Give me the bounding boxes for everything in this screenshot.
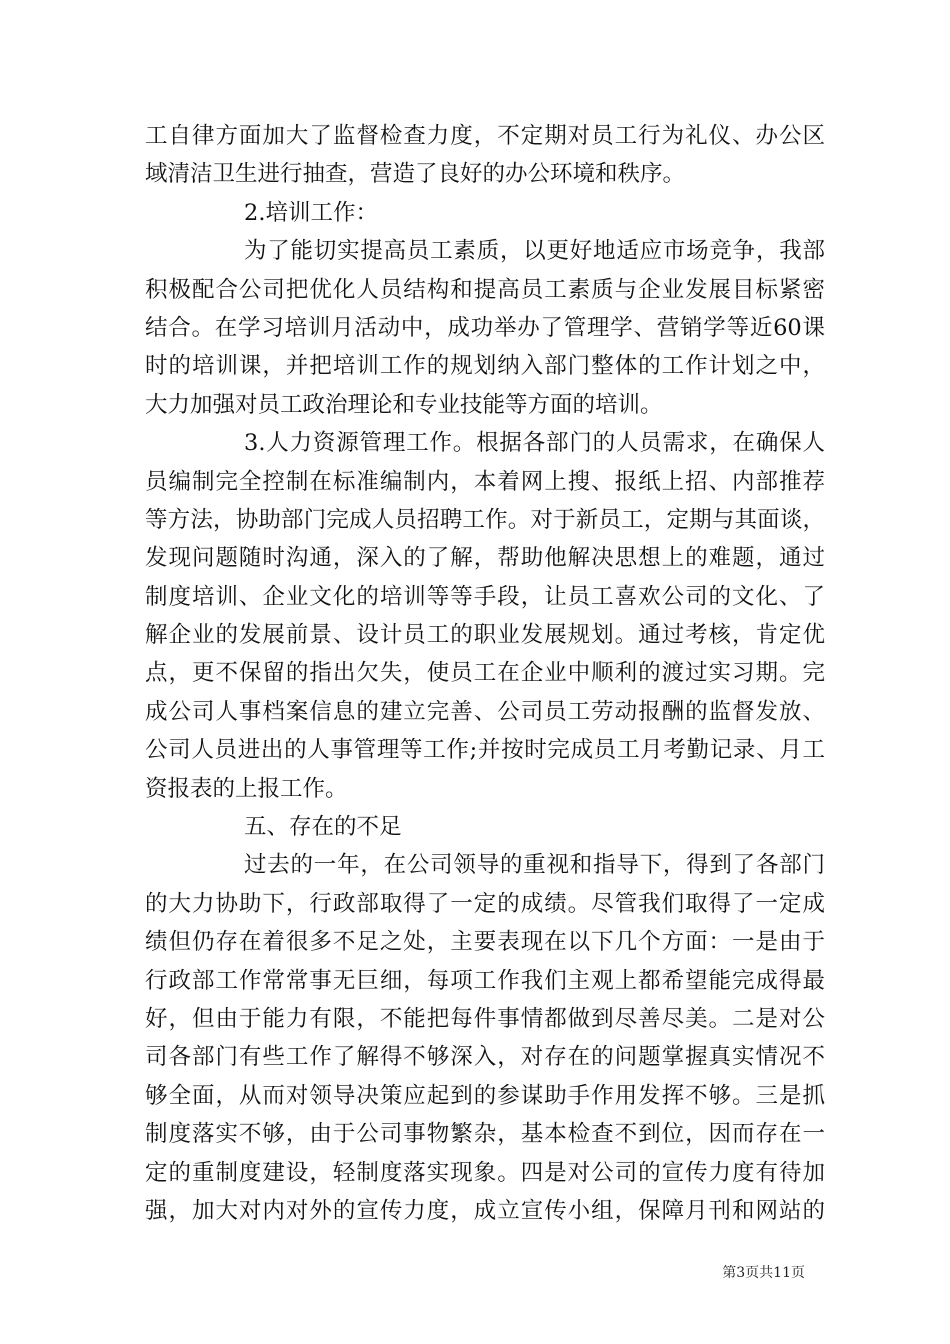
text-line: 结合。在学习培训月活动中，成功举办了管理学、营销学等近60课: [145, 314, 825, 341]
section-heading: 2.培训工作：: [244, 199, 378, 226]
section-heading: 五、存在的不足: [244, 814, 402, 841]
text-line: 成公司人事档案信息的建立完善、公司员工劳动报酬的监督发放、: [145, 698, 825, 725]
text-line: 司各部门有些工作了解得不够深入，对存在的问题掌握真实情况不: [145, 1044, 825, 1071]
text-line: 发现问题随时沟通，深入的了解，帮助他解决思想上的难题，通过: [145, 545, 825, 572]
text-line: 制度培训、企业文化的培训等等手段，让员工喜欢公司的文化、了: [145, 583, 825, 610]
text-line: 制度落实不够，由于公司事物繁杂，基本检查不到位，因而存在一: [145, 1121, 825, 1148]
text-line: 时的培训课，并把培训工作的规划纳入部门整体的工作计划之中，: [145, 353, 825, 380]
text-line: 的大力协助下，行政部取得了一定的成绩。尽管我们取得了一定成: [145, 890, 825, 917]
text-line: 员编制完全控制在标准编制内，本着网上搜、报纸上招、内部推荐: [145, 468, 825, 495]
page-number: 第3页共11页: [722, 1265, 805, 1281]
text-line: 等方法，协助部门完成人员招聘工作。对于新员工，定期与其面谈，: [145, 506, 825, 533]
text-line: 资报表的上报工作。: [145, 775, 348, 802]
text-line: 为了能切实提高员工素质，以更好地适应市场竞争，我部: [244, 238, 825, 265]
text-line: 积极配合公司把优化人员结构和提高员工素质与企业发展目标紧密: [145, 276, 825, 303]
text-line: 绩但仍存在着很多不足之处，主要表现在以下几个方面：一是由于: [145, 929, 825, 956]
text-line: 行政部工作常常事无巨细，每项工作我们主观上都希望能完成得最: [145, 967, 825, 994]
text-line: 公司人员进出的人事管理等工作;并按时完成员工月考勤记录、月工: [145, 737, 825, 764]
text-line: 3.人力资源管理工作。根据各部门的人员需求，在确保人: [244, 430, 825, 457]
text-line: 解企业的发展前景、设计员工的职业发展规划。通过考核，肯定优: [145, 622, 825, 649]
text-line: 够全面，从而对领导决策应起到的参谋助手作用发挥不够。三是抓: [145, 1082, 825, 1109]
text-line: 大力加强对员工政治理论和专业技能等方面的培训。: [145, 391, 663, 418]
text-line: 定的重制度建设，轻制度落实现象。四是对公司的宣传力度有待加: [145, 1159, 825, 1186]
text-line: 点，更不保留的指出欠失，使员工在企业中顺利的渡过实习期。完: [145, 660, 825, 687]
text-line: 过去的一年，在公司领导的重视和指导下，得到了各部门: [244, 852, 825, 879]
text-line: 强，加大对内对外的宣传力度，成立宣传小组，保障月刊和网站的: [145, 1197, 825, 1224]
text-line: 好，但由于能力有限，不能把每件事情都做到尽善尽美。二是对公: [145, 1005, 825, 1032]
text-line: 工自律方面加大了监督检查力度，不定期对员工行为礼仪、办公区: [145, 123, 825, 149]
text-line: 域清洁卫生进行抽查，营造了良好的办公环境和秩序。: [145, 161, 686, 188]
document-body: [145, 117, 825, 1230]
